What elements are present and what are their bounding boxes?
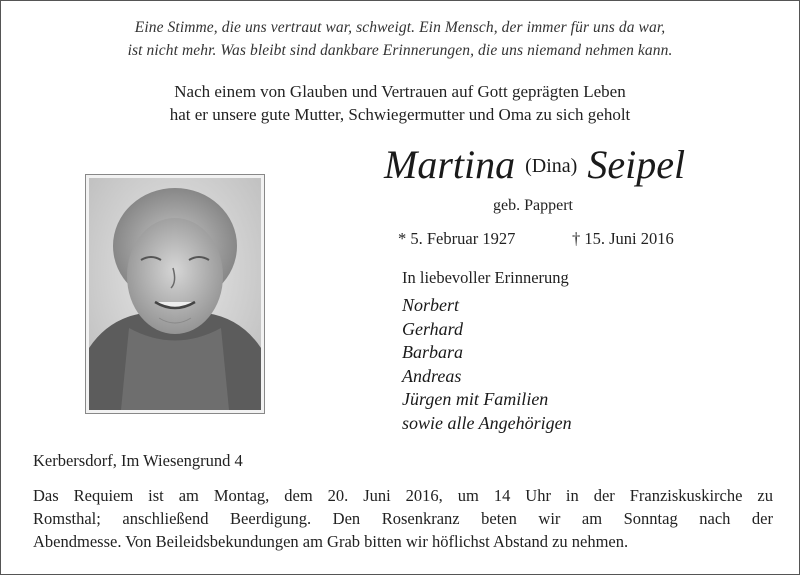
first-name: Martina [384,142,516,187]
life-dates [398,229,674,249]
mourner-name: Jürgen mit Familien [402,389,549,409]
mourner-name: Barbara [402,342,464,362]
requiem-line: Abendmesse. Von Beileidsbekundungen am Grab bitten wir höflichst Abstand zu nehmen. [33,532,629,551]
address: Kerbersdorf, Im Wiesengrund 4 [33,451,243,470]
portrait-image [89,178,261,410]
requiem-line: Romsthal; anschließend Beerdigung. Den Rosenkranz beten wir am Sonntag nach der [33,509,773,528]
mourner-name: Norbert [402,295,460,315]
deceased-name [384,142,744,189]
memory-label: In liebevoller Erinnerung [402,268,569,287]
portrait-photo [85,174,265,414]
intro-line: hat er unsere gute Mutter, Schwiegermutter und Oma zu sich geholt [169,105,631,124]
last-name: Seipel [587,142,686,187]
mourners-list [402,294,572,435]
intro-text [0,80,800,126]
death-date: † 15. Juni 2016 [572,229,674,248]
poem-line: ist nicht mehr. Was bleibt sind dankbare Erinnerungen, die uns niemand nehmen kann. [127,42,673,59]
poem [0,16,800,62]
mourner-name: Andreas [402,365,462,386]
requiem-line: Das Requiem ist am Montag, dem 20. Juni 2016, um 14 Uhr in der Franziskuskirche zu [33,486,773,505]
nickname: (Dina) [525,155,578,177]
poem-line: Eine Stimme, die uns vertraut war, schweigt. Ein Mensch, der immer für uns da war, [134,19,666,36]
mourner-name: Gerhard [402,318,464,339]
birth-name: geb. Pappert [493,197,573,214]
mourner-name: sowie alle Angehörigen [402,412,572,433]
birth-date: * 5. Februar 1927 [398,229,516,248]
intro-line: Nach einem von Glauben und Vertrauen auf Gott geprägten Leben [174,82,626,101]
requiem-text [33,484,773,553]
